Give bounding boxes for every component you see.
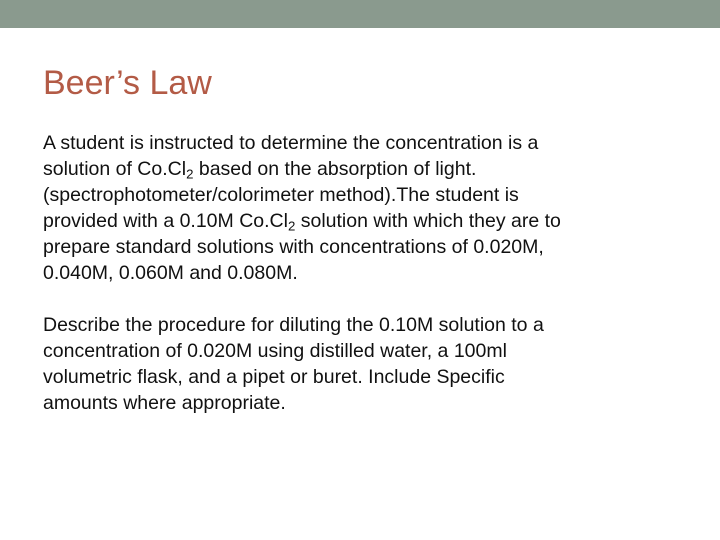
paragraph-line	[43, 156, 693, 182]
text-segment: solution of Co.Cl	[43, 158, 187, 180]
paragraph-line	[43, 208, 693, 234]
slide-top-bar	[0, 0, 720, 28]
paragraph-line: (spectrophotometer/colorimeter method).The student is	[43, 184, 519, 206]
text-segment: provided with a 0.10M Co.Cl	[43, 210, 288, 232]
instructions-paragraph	[43, 312, 693, 416]
paragraph-line: Describe the procedure for diluting the 0.10M solution to a	[43, 314, 544, 336]
problem-statement-paragraph	[43, 130, 693, 286]
paragraph-line: prepare standard solutions with concentrations of 0.020M,	[43, 236, 544, 258]
paragraph-line: concentration of 0.020M using distilled water, a 100ml	[43, 340, 507, 362]
paragraph-line: A student is instructed to determine the concentration is a	[43, 132, 539, 154]
subscript: 2	[287, 218, 296, 234]
text-segment: based on the absorption of light.	[193, 158, 477, 180]
slide-title: Beer’s Law	[43, 64, 212, 102]
paragraph-line: 0.040M, 0.060M and 0.080M.	[43, 262, 298, 284]
slide-body	[43, 130, 693, 416]
paragraph-line: volumetric flask, and a pipet or buret. Include Specific	[43, 366, 505, 388]
paragraph-line: amounts where appropriate.	[43, 392, 286, 414]
subscript: 2	[186, 166, 194, 182]
text-segment: solution with which they are to	[295, 210, 561, 232]
